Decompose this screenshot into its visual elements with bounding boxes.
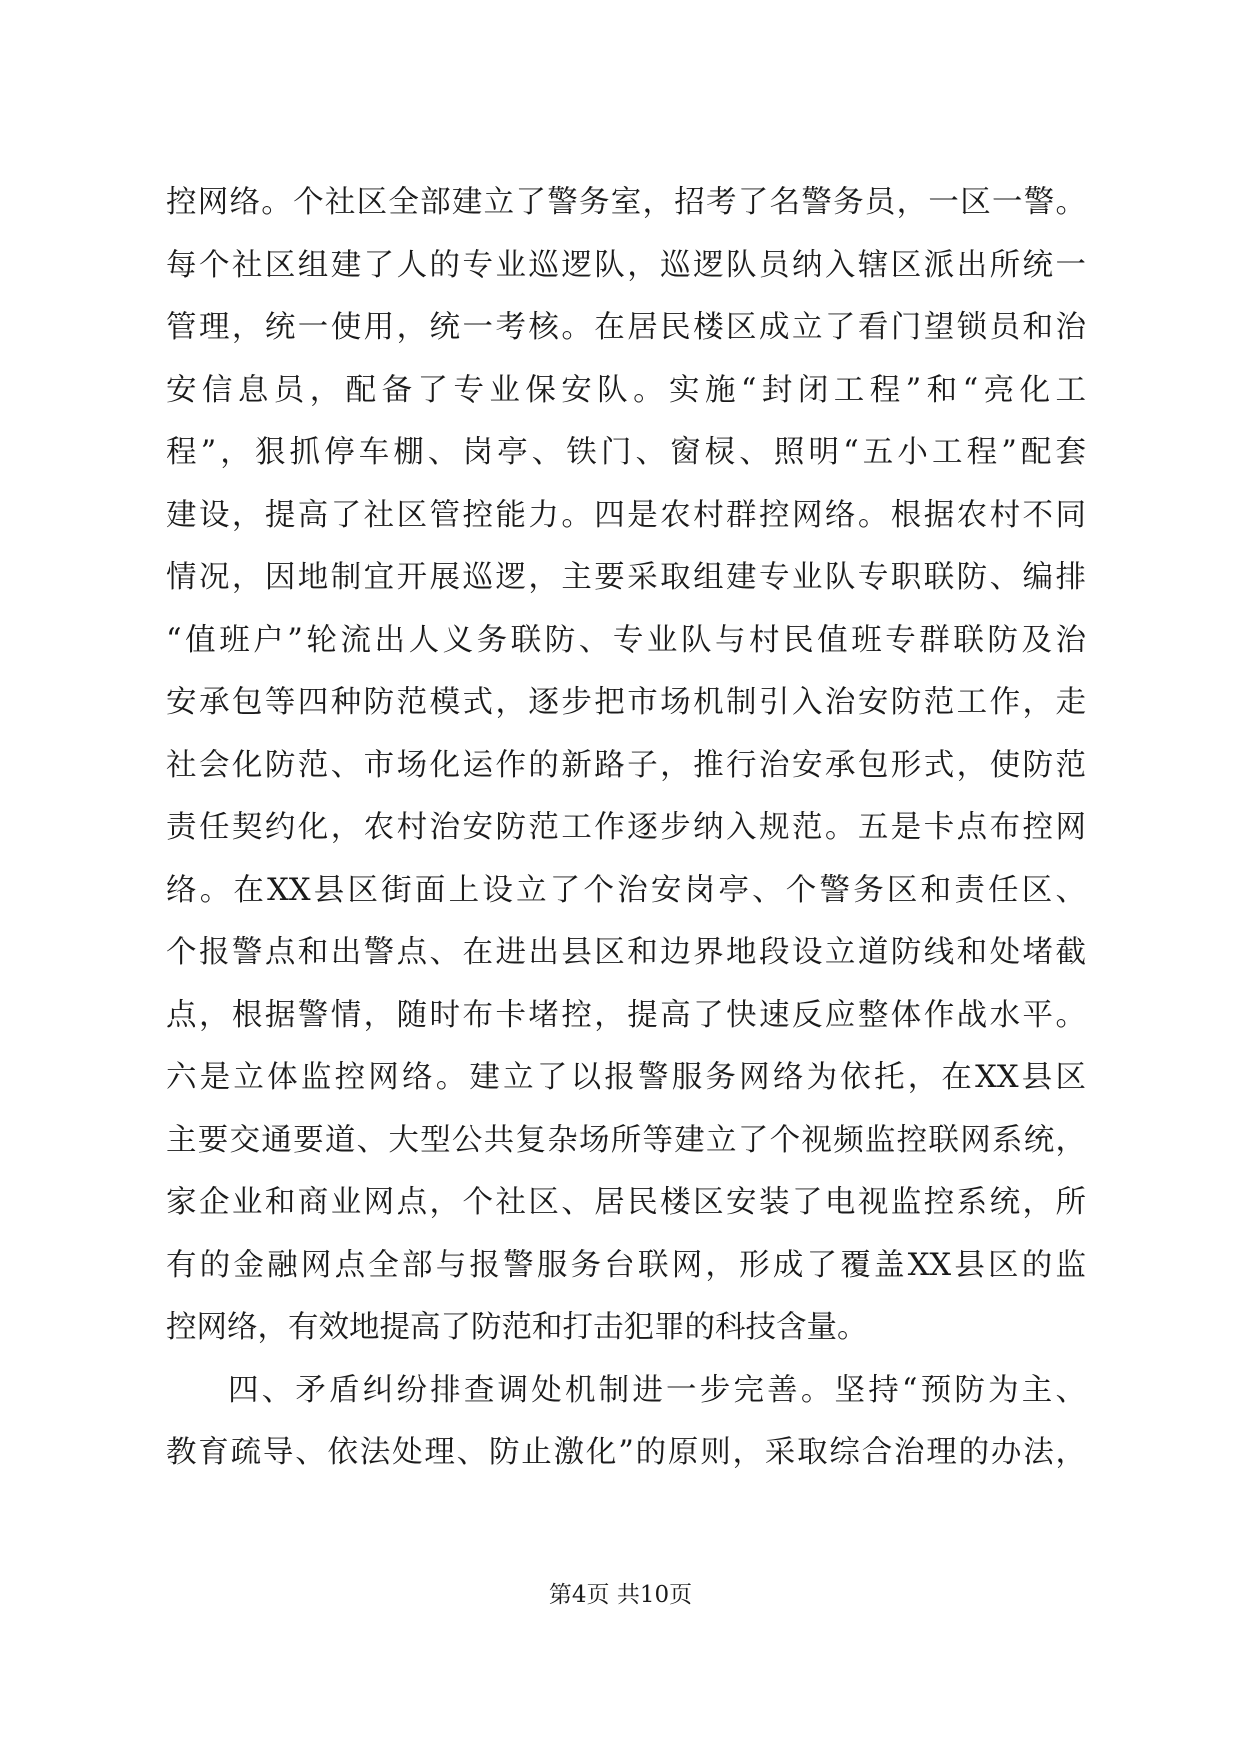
text-line: 程”，狠抓停车棚、岗亭、铁门、窗棂、照明“五小工程”配套 <box>166 435 1086 470</box>
text-line: 安信息员，配备了专业保安队。实施“封闭工程”和“亮化工 <box>166 372 1086 408</box>
text-line: 教育疏导、依法处理、防止激化”的原则，采取综合治理的办法， <box>166 1435 1086 1470</box>
text-line: 络。在XX县区街面上设立了个治安岗亭、个警务区和责任区、 <box>166 872 1086 908</box>
text-line: 控网络。个社区全部建立了警务室，招考了名警务员，一区一警。 <box>166 185 1086 220</box>
text-line: 六是立体监控网络。建立了以报警服务网络为依托，在XX县区 <box>166 1060 1086 1095</box>
text-line: 个报警点和出警点、在进出县区和边界地段设立道防线和处堵截 <box>166 935 1086 970</box>
text-line: 责任契约化，农村治安防范工作逐步纳入规范。五是卡点布控网 <box>166 810 1086 845</box>
text-line: 家企业和商业网点，个社区、居民楼区安装了电视监控系统，所 <box>166 1185 1086 1220</box>
text-line: 有的金融网点全部与报警服务台联网，形成了覆盖XX县区的监 <box>166 1247 1086 1283</box>
page-footer: 第4页 共10页 <box>548 1582 693 1608</box>
body-text <box>166 172 1086 1485</box>
text-line: 主要交通要道、大型公共复杂场所等建立了个视频监控联网系统， <box>166 1122 1086 1158</box>
text-line: “值班户”轮流出人义务联防、专业队与村民值班专群联防及治 <box>166 622 1086 658</box>
paragraph-start-line: 四、矛盾纠纷排查调处机制进一步完善。坚持“预防为主、 <box>228 1372 1086 1408</box>
text-line: 建设，提高了社区管控能力。四是农村群控网络。根据农村不同 <box>166 497 1086 533</box>
text-line: 管理，统一使用，统一考核。在居民楼区成立了看门望锁员和治 <box>166 310 1086 345</box>
text-line: 社会化防范、市场化运作的新路子，推行治安承包形式，使防范 <box>166 747 1086 783</box>
text-line: 情况，因地制宜开展巡逻，主要采取组建专业队专职联防、编排 <box>166 560 1086 595</box>
text-line: 控网络，有效地提高了防范和打击犯罪的科技含量。 <box>166 1310 868 1345</box>
text-line: 点，根据警情，随时布卡堵控，提高了快速反应整体作战水平。 <box>166 997 1086 1033</box>
text-line: 每个社区组建了人的专业巡逻队，巡逻队员纳入辖区派出所统一 <box>166 247 1086 283</box>
text-line: 安承包等四种防范模式，逐步把市场机制引入治安防范工作，走 <box>166 685 1086 720</box>
